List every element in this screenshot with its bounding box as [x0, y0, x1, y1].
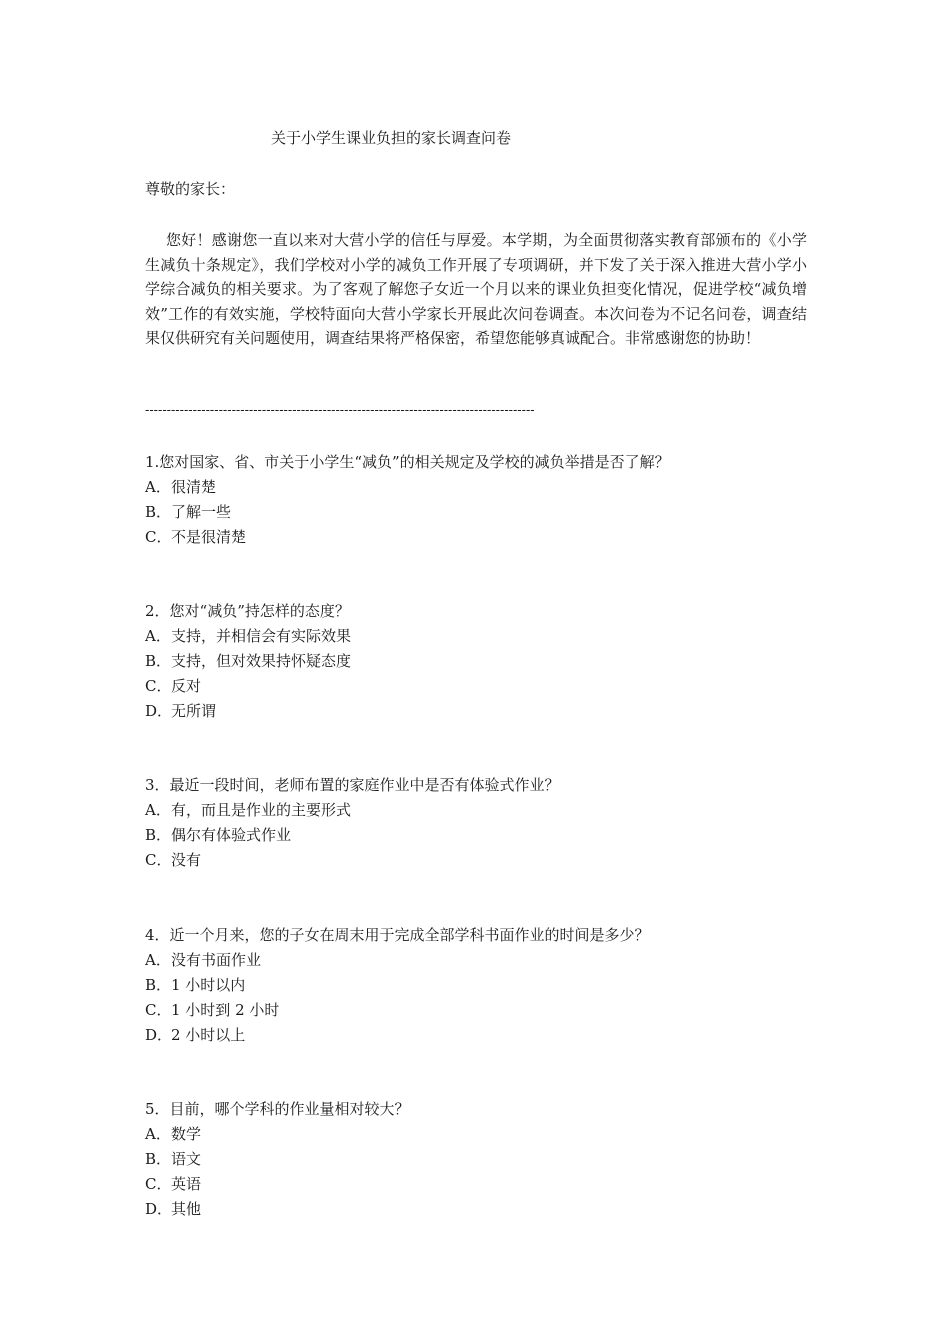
option-text: 语文 [171, 1150, 202, 1168]
option-letter: A． [145, 478, 171, 496]
question-text: 3．最近一段时间，老师布置的家庭作业中是否有体验式作业？ [145, 776, 560, 794]
option-letter: B． [145, 503, 172, 521]
option-text: 无所谓 [171, 702, 217, 720]
option-letter: D． [145, 702, 173, 720]
option-letter: B． [145, 976, 172, 994]
question-5 [145, 1097, 410, 1222]
intro-paragraph: 您好！感谢您一直以来对大营小学的信任与厚爱。本学期，为全面贯彻落实教育部颁布的《小学生减负十条规定》，我们学校对小学的减负工作开展了专项调研，并下发了关于深入推进大营小学小学综合减负的相关要求。为了客观了解您子女近一个月以来的课业负担变化情况，促进学校“减负增效”工作的有效实施，学校特面向大营小学家长开展此次问卷调查。本次问卷为不记名问卷，调查结果仅供研究有关问题使用，调查结果将严格保密，希望您能够真诚配合。非常感谢您的协助！ [145, 231, 807, 348]
option-letter: C． [145, 1001, 172, 1019]
option-b [145, 500, 670, 525]
option-c [145, 998, 650, 1023]
question-3 [145, 773, 560, 873]
option-a [145, 1122, 410, 1147]
greeting: 尊敬的家长： [145, 180, 236, 198]
option-text: 1 小时到 2 小时 [171, 1001, 280, 1019]
option-a [145, 624, 351, 649]
question-text: 2．您对“减负”持怎样的态度？ [145, 602, 350, 620]
option-b [145, 1147, 410, 1172]
option-c [145, 525, 670, 550]
option-letter: A． [145, 801, 171, 819]
question-text: 4．近一个月来，您的子女在周末用于完成全部学科书面作业的时间是多少？ [145, 926, 650, 944]
question-1 [145, 450, 670, 550]
option-letter: C． [145, 851, 172, 869]
option-c [145, 848, 560, 873]
option-letter: A． [145, 1125, 171, 1143]
section-divider: ------------------------------------------------------------------------------------------ [145, 402, 535, 417]
option-text: 2 小时以上 [171, 1026, 246, 1044]
option-c [145, 1172, 410, 1197]
option-text: 数学 [171, 1125, 202, 1143]
option-d [145, 1197, 410, 1222]
option-text: 其他 [171, 1200, 202, 1218]
option-text: 没有 [171, 851, 202, 869]
option-letter: C． [145, 528, 172, 546]
option-text: 很清楚 [171, 478, 217, 496]
option-b [145, 823, 560, 848]
option-a [145, 798, 560, 823]
option-c [145, 674, 351, 699]
option-b [145, 649, 351, 674]
option-a [145, 475, 670, 500]
option-text: 有，而且是作业的主要形式 [171, 801, 352, 819]
option-text: 支持，但对效果持怀疑态度 [171, 652, 352, 670]
option-text: 支持，并相信会有实际效果 [171, 627, 352, 645]
option-b [145, 973, 650, 998]
question-2 [145, 599, 351, 724]
option-text: 反对 [171, 677, 202, 695]
option-letter: C． [145, 677, 172, 695]
question-text: 1.您对国家、省、市关于小学生“减负”的相关规定及学校的减负举措是否了解？ [145, 453, 670, 471]
option-letter: B． [145, 652, 172, 670]
option-letter: A． [145, 951, 171, 969]
option-d [145, 699, 351, 724]
option-text: 没有书面作业 [171, 951, 262, 969]
option-d [145, 1023, 650, 1048]
option-letter: C． [145, 1175, 172, 1193]
option-letter: D． [145, 1026, 173, 1044]
option-a [145, 948, 650, 973]
option-letter: B． [145, 1150, 172, 1168]
question-text: 5．目前，哪个学科的作业量相对较大？ [145, 1100, 410, 1118]
question-4 [145, 923, 650, 1048]
option-letter: A． [145, 627, 171, 645]
option-letter: D． [145, 1200, 173, 1218]
option-text: 了解一些 [171, 503, 232, 521]
option-letter: B． [145, 826, 172, 844]
option-text: 英语 [171, 1175, 202, 1193]
option-text: 1 小时以内 [171, 976, 246, 994]
option-text: 不是很清楚 [171, 528, 247, 546]
document-title: 关于小学生课业负担的家长调查问卷 [271, 129, 512, 147]
option-text: 偶尔有体验式作业 [171, 826, 292, 844]
